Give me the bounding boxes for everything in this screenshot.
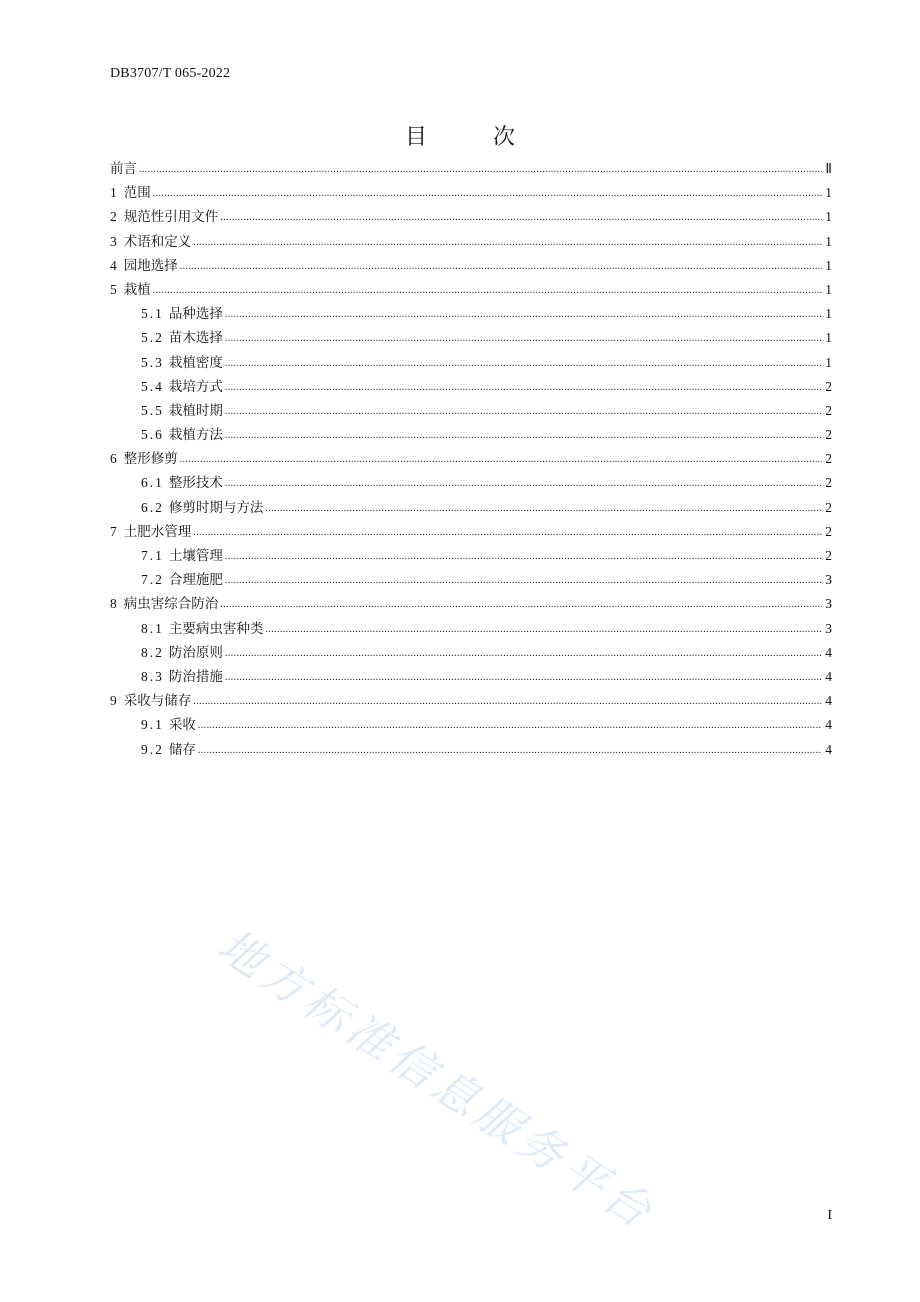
- dot-leader: [153, 279, 822, 303]
- toc-entry-number: 9: [110, 693, 117, 709]
- toc-entry-label: [141, 471, 223, 495]
- dot-leader: [265, 618, 822, 642]
- toc-entry-number: 8: [110, 596, 117, 612]
- toc-entry-page: 1: [825, 185, 832, 201]
- toc-entry[interactable]: [110, 641, 832, 665]
- toc-entry[interactable]: [110, 254, 832, 278]
- toc-entry-number: 6.2: [141, 499, 164, 515]
- toc-entry-label: [141, 399, 223, 423]
- toc-entry-text: 栽培方式: [168, 378, 223, 395]
- dot-leader: [225, 642, 822, 666]
- dot-leader: [193, 521, 822, 545]
- toc-entry[interactable]: [110, 351, 832, 375]
- toc-entry-page: 2: [825, 523, 832, 539]
- toc-entry-text: 规范性引用文件: [123, 209, 219, 226]
- toc-entry-page: 1: [825, 257, 832, 273]
- toc-entry[interactable]: [110, 230, 832, 254]
- toc-entry-page: 2: [825, 499, 832, 515]
- dot-leader: [139, 158, 822, 182]
- toc-entry-number: 5.4: [141, 378, 164, 394]
- toc-entry-text: 防治措施: [168, 668, 223, 685]
- dot-leader: [225, 472, 822, 496]
- dot-leader: [225, 545, 822, 569]
- toc-entry-label: [141, 713, 196, 737]
- toc-entry-text: 主要病虫害种类: [168, 620, 264, 637]
- toc-entry-page: 2: [825, 548, 832, 563]
- toc-entry-page: 1: [825, 281, 832, 297]
- toc-entry[interactable]: [110, 447, 832, 471]
- toc-entry[interactable]: [110, 713, 832, 737]
- toc-entry-page: 4: [825, 693, 832, 709]
- dot-leader: [198, 739, 822, 763]
- toc-entry-text: 整形技术: [168, 475, 223, 492]
- toc-entry-number: 2: [110, 209, 117, 225]
- toc-entry[interactable]: [110, 423, 832, 447]
- toc-entry-label: [110, 592, 218, 616]
- toc-entry-page: 3: [825, 596, 832, 612]
- toc-entry-text: 园地选择: [123, 257, 178, 274]
- toc-entry-text: 防治原则: [168, 644, 223, 661]
- toc-entry-page: 3: [825, 572, 832, 588]
- toc-entry-label: [110, 181, 151, 205]
- toc-entry-number: 5: [110, 281, 117, 297]
- toc-entry-number: 8.2: [141, 644, 164, 660]
- toc-entry-text: 术语和定义: [123, 233, 192, 250]
- toc-entry-label: [110, 157, 137, 181]
- toc-entry-text: 合理施肥: [168, 572, 223, 589]
- dot-leader: [225, 569, 822, 593]
- toc-entry-page: 3: [825, 620, 832, 636]
- toc-entry-page: 1: [825, 209, 832, 225]
- dot-leader: [220, 206, 822, 230]
- page-number: I: [827, 1208, 832, 1223]
- toc-entry-page: 2: [825, 451, 832, 467]
- toc-entry-page: 4: [825, 668, 832, 684]
- toc-entry-number: 6.1: [141, 475, 164, 491]
- toc-entry[interactable]: [110, 302, 832, 326]
- toc-entry-label: [141, 302, 223, 326]
- toc-entry-page: 2: [825, 402, 832, 418]
- toc-entry-page: 1: [825, 233, 832, 249]
- toc-entry-text: 前言: [110, 161, 137, 177]
- toc-entry-text: 栽植密度: [168, 354, 223, 371]
- toc-entry-text: 栽植方法: [168, 427, 223, 444]
- toc-entry-label: [141, 375, 223, 399]
- dot-leader: [220, 593, 822, 617]
- toc-entry-number: 7: [110, 523, 117, 539]
- toc-entry-text: 栽植: [123, 281, 151, 298]
- dot-leader: [193, 690, 822, 714]
- watermark: 地方标准信息服务平台: [208, 918, 665, 1241]
- toc-entry-page: 1: [825, 330, 832, 346]
- toc-entry-text: 储存: [168, 741, 196, 758]
- toc-entry[interactable]: [110, 617, 832, 641]
- toc-entry-number: 7.1: [141, 548, 164, 563]
- toc-entry-number: 1: [110, 185, 117, 201]
- toc-entry-label: [110, 230, 191, 254]
- toc-entry[interactable]: [110, 326, 832, 350]
- toc-entry-page: 1: [825, 354, 832, 370]
- toc-entry-text: 采收与储存: [123, 693, 192, 710]
- toc-entry-label: [141, 568, 223, 592]
- toc-entry-label: [141, 544, 223, 568]
- toc-entry[interactable]: [110, 520, 832, 544]
- dot-leader: [225, 352, 822, 376]
- toc-entry-text: 修剪时期与方法: [168, 499, 264, 516]
- toc-entry-label: [141, 351, 223, 375]
- toc-entry-label: [110, 689, 191, 713]
- dot-leader: [225, 424, 822, 448]
- toc-entry-label: [110, 205, 218, 229]
- toc-entry-label: [141, 641, 223, 665]
- toc-entry-number: 5.5: [141, 402, 164, 418]
- toc-entry-text: 苗木选择: [168, 330, 223, 347]
- toc-entry[interactable]: [110, 157, 832, 181]
- toc-entry[interactable]: [110, 665, 832, 689]
- toc-entry[interactable]: [110, 375, 832, 399]
- dot-leader: [198, 714, 822, 738]
- dot-leader: [180, 255, 822, 279]
- toc-entry-page: Ⅱ: [825, 161, 832, 176]
- dot-leader: [225, 303, 822, 327]
- toc-entry[interactable]: [110, 738, 832, 762]
- dot-leader: [193, 231, 822, 255]
- toc-entry-number: 9.1: [141, 717, 164, 733]
- toc-entry[interactable]: [110, 205, 832, 229]
- dot-leader: [225, 666, 822, 690]
- toc-title: 目 次: [404, 125, 537, 150]
- toc-entry-label: [110, 278, 151, 302]
- toc-entry-page: 4: [825, 644, 832, 660]
- toc-entry-text: 土壤管理: [168, 548, 223, 564]
- toc-entry[interactable]: [110, 689, 832, 713]
- toc-entry-number: 3: [110, 233, 117, 249]
- dot-leader: [265, 497, 822, 521]
- toc-entry[interactable]: [110, 568, 832, 592]
- table-of-contents: [110, 157, 832, 762]
- toc-entry-page: 4: [825, 741, 832, 757]
- toc-entry-number: 4: [110, 257, 117, 273]
- toc-entry-label: [141, 496, 263, 520]
- dot-leader: [153, 182, 822, 206]
- toc-entry-number: 5.1: [141, 306, 164, 322]
- toc-entry-number: 8.3: [141, 668, 164, 684]
- toc-entry-label: [110, 254, 178, 278]
- toc-entry-number: 7.2: [141, 572, 164, 588]
- toc-entry[interactable]: [110, 278, 832, 302]
- toc-entry-text: 病虫害综合防治: [123, 596, 219, 613]
- toc-entry-text: 品种选择: [168, 306, 223, 323]
- toc-entry-label: [110, 447, 178, 471]
- toc-entry-text: 栽植时期: [168, 402, 223, 419]
- toc-entry-label: [141, 665, 223, 689]
- toc-entry-text: 范围: [123, 185, 151, 202]
- toc-entry-label: [141, 738, 196, 762]
- toc-entry-label: [110, 520, 191, 544]
- toc-entry-label: [141, 617, 263, 641]
- toc-entry[interactable]: [110, 471, 832, 495]
- toc-entry[interactable]: [110, 496, 832, 520]
- toc-entry-page: 1: [825, 306, 832, 322]
- toc-entry-text: 整形修剪: [123, 451, 178, 468]
- toc-entry-number: 8.1: [141, 620, 164, 636]
- toc-entry-number: 9.2: [141, 741, 164, 757]
- toc-entry-page: 2: [825, 378, 832, 394]
- toc-entry-number: 5.2: [141, 330, 164, 346]
- toc-entry-label: [141, 423, 223, 447]
- dot-leader: [225, 400, 822, 424]
- toc-entry-page: 4: [825, 717, 832, 733]
- toc-entry-text: 土肥水管理: [123, 523, 192, 540]
- dot-leader: [225, 376, 822, 400]
- toc-entry-page: 2: [825, 475, 832, 491]
- toc-entry[interactable]: [110, 544, 832, 568]
- dot-leader: [225, 327, 822, 351]
- toc-entry[interactable]: [110, 399, 832, 423]
- toc-entry-page: 2: [825, 427, 832, 443]
- toc-entry[interactable]: [110, 181, 832, 205]
- dot-leader: [180, 448, 822, 472]
- toc-entry-number: 5.3: [141, 354, 164, 370]
- toc-entry-label: [141, 326, 223, 350]
- toc-entry-number: 6: [110, 451, 117, 467]
- toc-entry[interactable]: [110, 592, 832, 616]
- document-code: DB3707/T 065-2022: [110, 66, 231, 81]
- toc-entry-number: 5.6: [141, 427, 164, 443]
- toc-entry-text: 采收: [168, 717, 196, 734]
